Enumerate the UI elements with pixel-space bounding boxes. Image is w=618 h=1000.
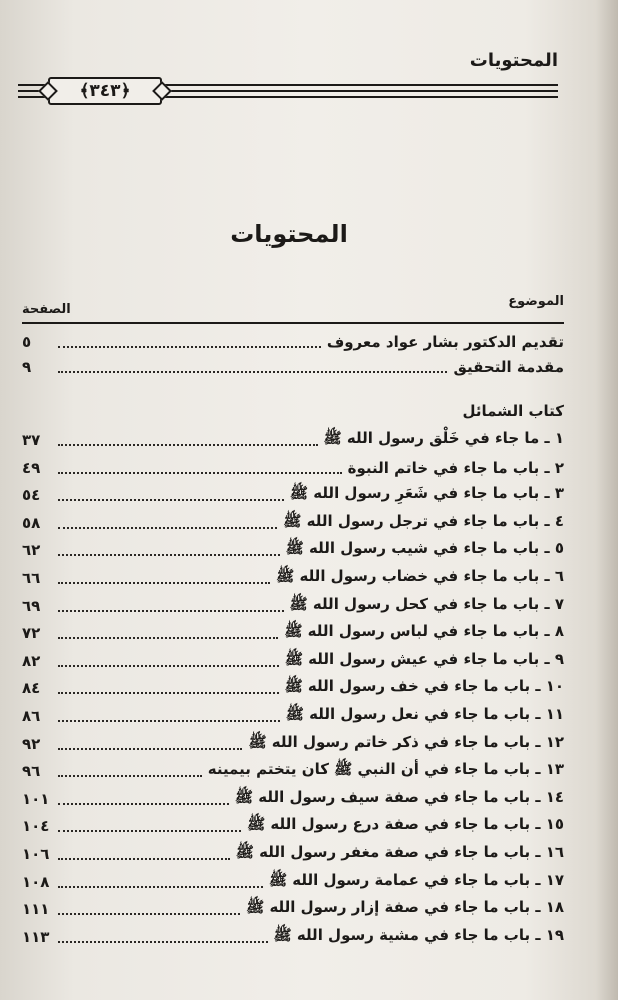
toc-entry-title: ٢ ـ باب ما جاء في خاتم النبوة: [347, 458, 564, 477]
toc-entry-page: ٦٩: [22, 596, 41, 615]
toc-entry-page: ١٠٦: [22, 845, 50, 863]
column-header-topic: الموضوع: [508, 294, 564, 309]
toc-entry-page: ٧٢: [22, 624, 41, 643]
toc-entry-row[interactable]: [22, 456, 564, 480]
toc-entry-row[interactable]: [22, 538, 564, 562]
toc-entry-title: ١ ـ ما جاء في خَلْق رسول الله ﷺ: [323, 429, 564, 447]
toc-entry-title: ٥ ـ باب ما جاء في شيب رسول الله ﷺ: [285, 539, 564, 558]
toc-entry-page: ٥٨: [22, 513, 41, 532]
section-heading: كتاب الشمائل: [462, 402, 564, 420]
toc-entry-title: ١٣ ـ باب ما جاء في أن النبي ﷺ كان يتختم بيمينه: [207, 760, 564, 779]
toc-entry-title: ١٤ ـ باب ما جاء في صفة سيف رسول الله ﷺ: [234, 787, 564, 806]
page-edge-shadow: [596, 0, 618, 1000]
leader-dots: [58, 434, 318, 446]
page-title: المحتويات: [230, 220, 348, 248]
toc-entry-title: ٩ ـ باب ما جاء في عيش رسول الله ﷺ: [284, 649, 564, 668]
header-rule: [18, 75, 558, 105]
leader-dots: [58, 820, 241, 832]
leader-dots: [58, 903, 240, 915]
toc-entry-row[interactable]: [22, 870, 564, 894]
toc-entry-title: ٨ ـ باب ما جاء في لباس رسول الله ﷺ: [284, 622, 564, 641]
leader-dots: [58, 600, 284, 612]
toc-entry-row[interactable]: [22, 842, 564, 866]
toc-entry-row[interactable]: [22, 676, 564, 700]
toc-entry-row[interactable]: [22, 787, 564, 811]
toc-entry-page: ١١١: [22, 900, 50, 919]
toc-entry-page: ١٠٤: [22, 817, 50, 836]
toc-entry-title: ٤ ـ باب ما جاء في ترجل رسول الله ﷺ: [283, 511, 564, 530]
toc-entry-page: ١٠١: [22, 789, 50, 808]
leader-dots: [58, 793, 229, 805]
leader-dots: [58, 738, 242, 750]
toc-entry-row[interactable]: [22, 566, 564, 590]
toc-entry-page: ٦٦: [22, 569, 41, 587]
leader-dots: [58, 627, 278, 639]
toc-entry-title: ٦ ـ باب ما جاء في خضاب رسول الله ﷺ: [276, 567, 564, 585]
toc-intro-row[interactable]: [22, 330, 564, 354]
toc-entry-title: ١٦ ـ باب ما جاء في صفة مغفر رسول الله ﷺ: [235, 843, 564, 861]
leader-dots: [58, 931, 268, 943]
leader-dots: [58, 336, 321, 348]
toc-entry-row[interactable]: [22, 594, 564, 618]
toc-entry-page: ٦٢: [22, 541, 41, 560]
leader-dots: [58, 462, 342, 474]
leader-dots: [58, 517, 277, 529]
toc-entry-row[interactable]: [22, 814, 564, 838]
leader-dots: [58, 848, 230, 860]
column-header-rule: [22, 322, 564, 324]
leader-dots: [58, 765, 202, 777]
toc-entry-page: ٩٦: [22, 762, 41, 781]
toc-entry-row[interactable]: [22, 428, 564, 452]
toc-entry-row[interactable]: [22, 621, 564, 645]
toc-entry-title: ٣ ـ باب ما جاء في شَعَرِ رسول الله ﷺ: [289, 484, 564, 503]
toc-entry-title: ١٢ ـ باب ما جاء في ذكر خاتم رسول الله ﷺ: [248, 732, 564, 751]
column-header-page: الصفحة: [22, 302, 71, 317]
toc-entry-title: ١٥ ـ باب ما جاء في صفة درع رسول الله ﷺ: [247, 815, 564, 834]
toc-entry-title: ١١ ـ باب ما جاء في نعل رسول الله ﷺ: [285, 705, 564, 723]
toc-entry-page: ١٠٨: [22, 872, 50, 891]
leader-dots: [58, 655, 279, 667]
toc-entry-page: ٩٢: [22, 734, 41, 753]
toc-entry-row[interactable]: [22, 704, 564, 728]
toc-entry-row[interactable]: [22, 732, 564, 756]
toc-entry-title: ١٨ ـ باب ما جاء في صفة إزار رسول الله ﷺ: [246, 898, 564, 917]
toc-entry-page: ١١٣: [22, 927, 50, 946]
toc-entry-title: ٧ ـ باب ما جاء في كحل رسول الله ﷺ: [289, 594, 564, 613]
leader-dots: [58, 489, 284, 501]
toc-entry-title: مقدمة التحقيق: [453, 358, 564, 376]
leader-dots: [58, 710, 280, 722]
page-number-badge: ﴿٣٤٣﴾: [48, 77, 162, 105]
toc-entry-row[interactable]: [22, 511, 564, 535]
toc-entry-row[interactable]: [22, 897, 564, 921]
toc-entry-row[interactable]: [22, 925, 564, 949]
toc-entry-page: ٨٢: [22, 651, 41, 670]
toc-entry-page: ٩: [22, 358, 32, 376]
toc-entry-page: ٣٧: [22, 431, 41, 449]
toc-entry-title: ١٧ ـ باب ما جاء في عمامة رسول الله ﷺ: [268, 870, 564, 889]
toc-entry-row[interactable]: [22, 759, 564, 783]
leader-dots: [58, 361, 447, 373]
toc-entry-row[interactable]: [22, 649, 564, 673]
toc-entry-row[interactable]: [22, 483, 564, 507]
leader-dots: [58, 544, 280, 556]
toc-entry-page: ٨٤: [22, 679, 41, 698]
toc-entry-page: ٥٤: [22, 486, 41, 505]
toc-entry-title: تقديم الدكتور بشار عواد معروف: [326, 333, 564, 351]
leader-dots: [58, 682, 279, 694]
running-header-title: المحتويات: [469, 50, 558, 71]
toc-entry-page: ٨٦: [22, 707, 41, 725]
toc-intro-row[interactable]: [22, 355, 564, 379]
toc-entry-page: ٥: [22, 333, 32, 351]
toc-entry-page: ٤٩: [22, 458, 41, 477]
leader-dots: [58, 876, 263, 888]
toc-entry-title: ١٠ ـ باب ما جاء في خف رسول الله ﷺ: [284, 677, 564, 696]
leader-dots: [58, 572, 270, 584]
toc-entry-title: ١٩ ـ باب ما جاء في مشية رسول الله ﷺ: [273, 925, 564, 944]
